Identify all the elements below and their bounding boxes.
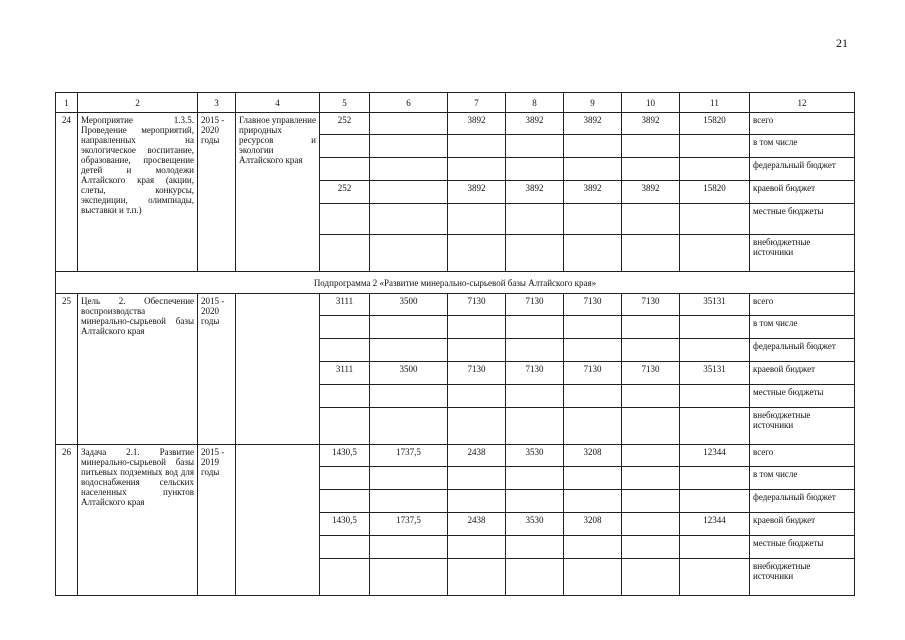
amount-cell xyxy=(564,385,622,408)
funding-source: местные бюджеты xyxy=(750,536,855,559)
amount-cell xyxy=(370,339,448,362)
funding-source: краевой бюджет xyxy=(750,513,855,536)
header-cell: 12 xyxy=(750,93,855,113)
amount-cell: 3892 xyxy=(564,181,622,204)
measure-name: Мероприятие 1.3.5. Проведение мероприятий, направленных на экологическое воспитание, образование, просвещение детей и молодежи Алтайского края (акции, слеты, конкурсы, экспедиции, олимпиады, выставки и т.п.) xyxy=(78,113,198,272)
amount-cell: 7130 xyxy=(564,362,622,385)
amount-cell xyxy=(448,204,506,235)
amount-cell xyxy=(320,559,370,596)
amount-cell xyxy=(622,408,680,445)
amount-cell xyxy=(506,316,564,339)
executor xyxy=(236,294,320,445)
amount-cell xyxy=(506,385,564,408)
amount-cell xyxy=(506,408,564,445)
amount-cell xyxy=(680,490,750,513)
amount-cell xyxy=(622,513,680,536)
amount-cell xyxy=(320,467,370,490)
amount-cell: 3892 xyxy=(448,113,506,135)
amount-cell: 7130 xyxy=(448,362,506,385)
executor xyxy=(236,445,320,596)
amount-cell xyxy=(622,158,680,181)
amount-cell xyxy=(622,536,680,559)
amount-cell xyxy=(448,408,506,445)
amount-cell xyxy=(320,135,370,158)
amount-cell xyxy=(622,204,680,235)
table-row xyxy=(56,445,855,467)
amount-cell xyxy=(370,204,448,235)
amount-cell xyxy=(680,339,750,362)
period: 2015 - 2020 годы xyxy=(198,113,236,272)
amount-cell xyxy=(680,135,750,158)
amount-cell xyxy=(320,490,370,513)
amount-cell xyxy=(320,235,370,272)
amount-cell: 15820 xyxy=(680,113,750,135)
period: 2015 - 2019 годы xyxy=(198,445,236,596)
amount-cell xyxy=(564,158,622,181)
amount-cell: 3500 xyxy=(370,362,448,385)
amount-cell xyxy=(680,316,750,339)
row-number: 25 xyxy=(56,294,78,445)
header-cell: 8 xyxy=(506,93,564,113)
amount-cell xyxy=(622,135,680,158)
amount-cell: 3892 xyxy=(622,181,680,204)
amount-cell: 3111 xyxy=(320,362,370,385)
funding-source: федеральный бюджет xyxy=(750,339,855,362)
amount-cell xyxy=(622,235,680,272)
table-row xyxy=(56,294,855,316)
header-cell: 10 xyxy=(622,93,680,113)
amount-cell xyxy=(564,135,622,158)
amount-cell: 3208 xyxy=(564,445,622,467)
amount-cell: 12344 xyxy=(680,445,750,467)
amount-cell: 252 xyxy=(320,113,370,135)
amount-cell xyxy=(680,408,750,445)
amount-cell xyxy=(564,467,622,490)
amount-cell xyxy=(370,135,448,158)
funding-source: краевой бюджет xyxy=(750,362,855,385)
amount-cell: 3892 xyxy=(506,113,564,135)
amount-cell xyxy=(564,559,622,596)
amount-cell xyxy=(448,490,506,513)
amount-cell xyxy=(370,113,448,135)
amount-cell: 7130 xyxy=(564,294,622,316)
amount-cell xyxy=(622,490,680,513)
funding-source: всего xyxy=(750,113,855,135)
executor: Главное управление природных ресурсов и экологии Алтайского края xyxy=(236,113,320,272)
funding-source: краевой бюджет xyxy=(750,181,855,204)
amount-cell: 3530 xyxy=(506,513,564,536)
amount-cell xyxy=(370,181,448,204)
amount-cell xyxy=(370,536,448,559)
amount-cell: 3111 xyxy=(320,294,370,316)
amount-cell xyxy=(448,559,506,596)
amount-cell: 1737,5 xyxy=(370,513,448,536)
amount-cell xyxy=(622,467,680,490)
funding-source: внебюджетные источники xyxy=(750,235,855,272)
amount-cell xyxy=(448,135,506,158)
amount-cell xyxy=(680,385,750,408)
header-row xyxy=(56,93,855,113)
amount-cell xyxy=(448,235,506,272)
header-cell: 9 xyxy=(564,93,622,113)
amount-cell xyxy=(320,339,370,362)
amount-cell xyxy=(320,316,370,339)
header-cell: 4 xyxy=(236,93,320,113)
subprogram-title: Подпрограмма 2 «Развитие минерально-сырьевой базы Алтайского края» xyxy=(56,272,855,294)
measure-name: Цель 2. Обеспечение воспроизводства минерально-сырьевой базы Алтайского края xyxy=(78,294,198,445)
amount-cell xyxy=(506,339,564,362)
amount-cell xyxy=(370,408,448,445)
amount-cell: 1737,5 xyxy=(370,445,448,467)
amount-cell xyxy=(370,559,448,596)
amount-cell xyxy=(320,408,370,445)
amount-cell xyxy=(448,536,506,559)
amount-cell: 7130 xyxy=(506,362,564,385)
row-number: 26 xyxy=(56,445,78,596)
amount-cell: 7130 xyxy=(448,294,506,316)
amount-cell xyxy=(370,316,448,339)
funding-source: федеральный бюджет xyxy=(750,158,855,181)
funding-source: внебюджетные источники xyxy=(750,559,855,596)
amount-cell xyxy=(370,385,448,408)
amount-cell: 35131 xyxy=(680,362,750,385)
budget-table xyxy=(55,92,855,596)
amount-cell xyxy=(506,536,564,559)
amount-cell: 3892 xyxy=(506,181,564,204)
funding-source: в том числе xyxy=(750,467,855,490)
amount-cell xyxy=(506,135,564,158)
amount-cell xyxy=(564,204,622,235)
amount-cell: 2438 xyxy=(448,445,506,467)
amount-cell: 1430,5 xyxy=(320,445,370,467)
amount-cell xyxy=(506,559,564,596)
amount-cell xyxy=(448,467,506,490)
table-row xyxy=(56,113,855,135)
row-number: 24 xyxy=(56,113,78,272)
amount-cell xyxy=(370,235,448,272)
amount-cell xyxy=(506,204,564,235)
amount-cell: 3500 xyxy=(370,294,448,316)
amount-cell: 7130 xyxy=(622,362,680,385)
amount-cell xyxy=(622,339,680,362)
table-body xyxy=(56,93,855,596)
amount-cell: 7130 xyxy=(622,294,680,316)
amount-cell xyxy=(564,490,622,513)
measure-name: Задача 2.1. Развитие минерально-сырьевой базы питьевых подземных вод для водоснабжения сельских населенных пунктов Алтайского края xyxy=(78,445,198,596)
amount-cell: 2438 xyxy=(448,513,506,536)
amount-cell xyxy=(680,536,750,559)
amount-cell: 3892 xyxy=(564,113,622,135)
amount-cell: 15820 xyxy=(680,181,750,204)
amount-cell: 7130 xyxy=(506,294,564,316)
amount-cell xyxy=(506,158,564,181)
amount-cell: 35131 xyxy=(680,294,750,316)
header-cell: 11 xyxy=(680,93,750,113)
amount-cell xyxy=(370,490,448,513)
header-cell: 2 xyxy=(78,93,198,113)
header-cell: 1 xyxy=(56,93,78,113)
amount-cell xyxy=(506,467,564,490)
amount-cell xyxy=(680,158,750,181)
funding-source: в том числе xyxy=(750,135,855,158)
amount-cell xyxy=(448,385,506,408)
amount-cell xyxy=(622,316,680,339)
amount-cell xyxy=(680,467,750,490)
funding-source: внебюджетные источники xyxy=(750,408,855,445)
amount-cell xyxy=(320,385,370,408)
subprogram-row xyxy=(56,272,855,294)
amount-cell: 252 xyxy=(320,181,370,204)
funding-source: всего xyxy=(750,294,855,316)
amount-cell xyxy=(622,445,680,467)
amount-cell xyxy=(680,559,750,596)
funding-source: в том числе xyxy=(750,316,855,339)
funding-source: федеральный бюджет xyxy=(750,490,855,513)
amount-cell xyxy=(680,204,750,235)
amount-cell xyxy=(448,316,506,339)
period: 2015 - 2020 годы xyxy=(198,294,236,445)
header-cell: 6 xyxy=(370,93,448,113)
amount-cell: 3208 xyxy=(564,513,622,536)
amount-cell xyxy=(320,536,370,559)
amount-cell xyxy=(564,339,622,362)
amount-cell: 3530 xyxy=(506,445,564,467)
funding-source: всего xyxy=(750,445,855,467)
amount-cell xyxy=(622,559,680,596)
amount-cell xyxy=(320,158,370,181)
amount-cell xyxy=(564,408,622,445)
funding-source: местные бюджеты xyxy=(750,204,855,235)
amount-cell: 1430,5 xyxy=(320,513,370,536)
header-cell: 7 xyxy=(448,93,506,113)
amount-cell: 3892 xyxy=(622,113,680,135)
amount-cell xyxy=(622,385,680,408)
funding-source: местные бюджеты xyxy=(750,385,855,408)
amount-cell xyxy=(448,339,506,362)
page-number: 21 xyxy=(836,36,848,50)
amount-cell xyxy=(680,235,750,272)
amount-cell xyxy=(370,467,448,490)
amount-cell xyxy=(448,158,506,181)
header-cell: 5 xyxy=(320,93,370,113)
amount-cell xyxy=(370,158,448,181)
amount-cell: 3892 xyxy=(448,181,506,204)
amount-cell xyxy=(564,235,622,272)
amount-cell xyxy=(320,204,370,235)
amount-cell xyxy=(564,316,622,339)
amount-cell xyxy=(564,536,622,559)
amount-cell: 12344 xyxy=(680,513,750,536)
amount-cell xyxy=(506,490,564,513)
header-cell: 3 xyxy=(198,93,236,113)
amount-cell xyxy=(506,235,564,272)
